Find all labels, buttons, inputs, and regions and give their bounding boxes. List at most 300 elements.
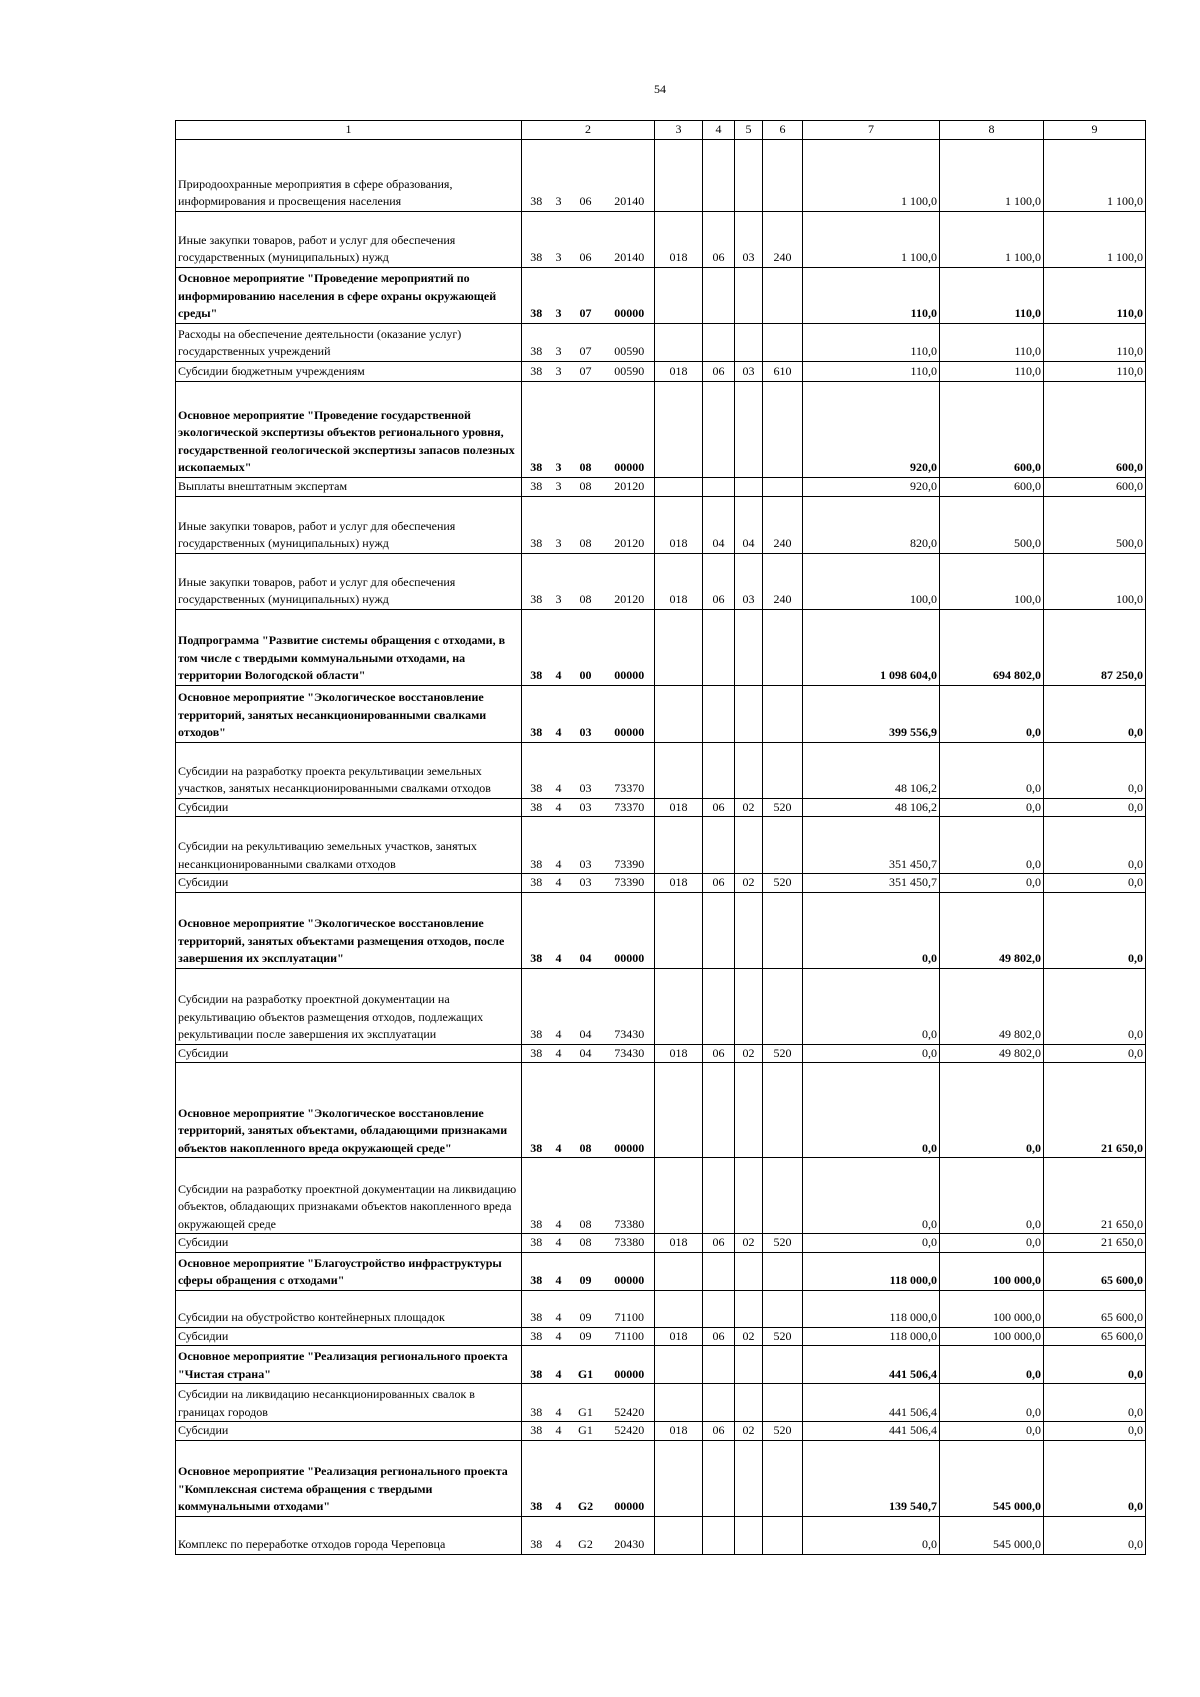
code-part-1: 38: [522, 1044, 551, 1063]
col-5-value: [735, 267, 763, 323]
table-row: [176, 1158, 1146, 1234]
col-3-value: [655, 609, 703, 685]
code-part-4: 00000: [605, 267, 655, 323]
code-part-1: 38: [522, 1252, 551, 1290]
code-part-2: 4: [551, 1290, 567, 1327]
col-5-value: [735, 817, 763, 874]
amount-col-9: 0,0: [1044, 798, 1146, 817]
code-part-2: 4: [551, 609, 567, 685]
code-part-3: 07: [567, 323, 605, 361]
code-part-3: 04: [567, 1044, 605, 1063]
code-part-2: 3: [551, 496, 567, 553]
code-part-4: 00590: [605, 323, 655, 361]
table-row: [176, 1234, 1146, 1253]
col-6-value: 610: [763, 361, 803, 381]
code-part-3: 03: [567, 685, 605, 742]
col-4-value: 06: [703, 1327, 735, 1346]
amount-col-9: 110,0: [1044, 323, 1146, 361]
amount-col-8: 110,0: [940, 267, 1044, 323]
code-part-2: 3: [551, 361, 567, 381]
table-row: [176, 1252, 1146, 1290]
row-name: Субсидии на разработку проекта рекультивации земельных участков, занятых несанкционированными свалками отходов: [176, 742, 522, 798]
code-part-4: 73380: [605, 1158, 655, 1234]
col-5-value: [735, 609, 763, 685]
code-part-1: 38: [522, 798, 551, 817]
row-name: Субсидии: [176, 874, 522, 893]
row-name: Основное мероприятие "Экологическое восстановление территорий, занятых несанкционированными свалками отходов": [176, 685, 522, 742]
col-6-value: 240: [763, 211, 803, 267]
amount-col-7: 100,0: [803, 553, 940, 609]
row-name: Основное мероприятие "Проведение мероприятий по информированию населения в сфере охраны окружающей среды": [176, 267, 522, 323]
col-4-value: 06: [703, 361, 735, 381]
table-row: [176, 553, 1146, 609]
amount-col-9: 1 100,0: [1044, 211, 1146, 267]
code-part-3: G2: [567, 1516, 605, 1554]
table-row: [176, 874, 1146, 893]
code-part-4: 00000: [605, 1440, 655, 1516]
amount-col-9: 110,0: [1044, 361, 1146, 381]
code-part-3: 08: [567, 1234, 605, 1253]
code-part-1: 38: [522, 553, 551, 609]
amount-col-7: 820,0: [803, 496, 940, 553]
col-6-value: [763, 477, 803, 496]
code-part-2: 4: [551, 798, 567, 817]
col-3-value: [655, 323, 703, 361]
code-part-2: 3: [551, 381, 567, 477]
amount-col-7: 118 000,0: [803, 1327, 940, 1346]
amount-col-8: 0,0: [940, 1346, 1044, 1384]
amount-col-9: 65 600,0: [1044, 1327, 1146, 1346]
amount-col-7: 48 106,2: [803, 798, 940, 817]
column-number-header: [176, 121, 1146, 140]
code-part-4: 00000: [605, 381, 655, 477]
code-part-2: 4: [551, 1158, 567, 1234]
col-6-value: 520: [763, 1422, 803, 1441]
col-4-value: [703, 139, 735, 211]
amount-col-8: 1 100,0: [940, 139, 1044, 211]
col-4-value: 06: [703, 211, 735, 267]
amount-col-9: 21 650,0: [1044, 1234, 1146, 1253]
amount-col-8: 0,0: [940, 685, 1044, 742]
amount-col-7: 920,0: [803, 381, 940, 477]
col-3-value: 018: [655, 211, 703, 267]
table-row: [176, 1346, 1146, 1384]
code-part-1: 38: [522, 742, 551, 798]
code-part-2: 4: [551, 1516, 567, 1554]
col-4-value: [703, 1063, 735, 1158]
amount-col-8: 600,0: [940, 381, 1044, 477]
col-3-value: [655, 968, 703, 1044]
amount-col-8: 100 000,0: [940, 1252, 1044, 1290]
amount-col-9: 1 100,0: [1044, 139, 1146, 211]
amount-col-9: 0,0: [1044, 968, 1146, 1044]
code-part-2: 4: [551, 1044, 567, 1063]
code-part-2: 3: [551, 211, 567, 267]
code-part-3: 06: [567, 211, 605, 267]
row-name: Субсидии: [176, 1327, 522, 1346]
code-part-4: 00590: [605, 361, 655, 381]
code-part-4: 20140: [605, 139, 655, 211]
header-col-7: 7: [803, 121, 940, 140]
amount-col-8: 110,0: [940, 361, 1044, 381]
code-part-3: 09: [567, 1327, 605, 1346]
row-name: Основное мероприятие "Благоустройство инфраструктуры сферы обращения с отходами": [176, 1252, 522, 1290]
col-4-value: [703, 968, 735, 1044]
row-name: Подпрограмма "Развитие системы обращения с отходами, в том числе с твердыми коммунальными отходами, на территории Вологодской области": [176, 609, 522, 685]
page-number: 54: [654, 82, 666, 96]
amount-col-7: 0,0: [803, 1063, 940, 1158]
col-5-value: 02: [735, 798, 763, 817]
amount-col-8: 545 000,0: [940, 1516, 1044, 1554]
col-6-value: 520: [763, 798, 803, 817]
amount-col-9: 21 650,0: [1044, 1063, 1146, 1158]
amount-col-8: 545 000,0: [940, 1440, 1044, 1516]
code-part-4: 73390: [605, 874, 655, 893]
row-name: Субсидии: [176, 1044, 522, 1063]
row-name: Расходы на обеспечение деятельности (оказание услуг) государственных учреждений: [176, 323, 522, 361]
table-row: [176, 1044, 1146, 1063]
amount-col-8: 1 100,0: [940, 211, 1044, 267]
table-row: [176, 1440, 1146, 1516]
code-part-1: 38: [522, 381, 551, 477]
amount-col-7: 351 450,7: [803, 817, 940, 874]
col-3-value: 018: [655, 1234, 703, 1253]
amount-col-9: 500,0: [1044, 496, 1146, 553]
table-row: [176, 1422, 1146, 1441]
col-6-value: [763, 1384, 803, 1422]
amount-col-7: 118 000,0: [803, 1252, 940, 1290]
col-5-value: 03: [735, 211, 763, 267]
col-4-value: [703, 1384, 735, 1422]
code-part-1: 38: [522, 968, 551, 1044]
code-part-3: 08: [567, 477, 605, 496]
code-part-3: 03: [567, 742, 605, 798]
col-5-value: 04: [735, 496, 763, 553]
code-part-4: 73390: [605, 817, 655, 874]
amount-col-9: 0,0: [1044, 685, 1146, 742]
code-part-4: 73430: [605, 968, 655, 1044]
col-3-value: 018: [655, 798, 703, 817]
table-row: [176, 381, 1146, 477]
amount-col-7: 110,0: [803, 267, 940, 323]
code-part-4: 00000: [605, 685, 655, 742]
amount-col-7: 0,0: [803, 892, 940, 968]
amount-col-9: 21 650,0: [1044, 1158, 1146, 1234]
code-part-1: 38: [522, 1327, 551, 1346]
amount-col-9: 600,0: [1044, 477, 1146, 496]
col-3-value: [655, 139, 703, 211]
code-part-2: 4: [551, 817, 567, 874]
row-name: Субсидии на рекультивацию земельных участков, занятых несанкционированными свалками отходов: [176, 817, 522, 874]
col-4-value: [703, 609, 735, 685]
table-row: [176, 685, 1146, 742]
col-3-value: 018: [655, 361, 703, 381]
col-5-value: [735, 968, 763, 1044]
code-part-3: 07: [567, 267, 605, 323]
col-4-value: [703, 1346, 735, 1384]
code-part-1: 38: [522, 892, 551, 968]
code-part-4: 00000: [605, 1252, 655, 1290]
code-part-4: 52420: [605, 1422, 655, 1441]
amount-col-8: 0,0: [940, 1158, 1044, 1234]
col-3-value: [655, 267, 703, 323]
code-part-4: 20120: [605, 553, 655, 609]
col-5-value: [735, 685, 763, 742]
row-name: Основное мероприятие "Экологическое восстановление территорий, занятых объектами размещения отходов, после завершения их эксплуатации": [176, 892, 522, 968]
col-6-value: [763, 742, 803, 798]
code-part-3: 08: [567, 381, 605, 477]
col-5-value: [735, 892, 763, 968]
col-6-value: 520: [763, 1234, 803, 1253]
row-name: Природоохранные мероприятия в сфере образования, информирования и просвещения населения: [176, 139, 522, 211]
table-row: [176, 1290, 1146, 1327]
amount-col-8: 49 802,0: [940, 1044, 1044, 1063]
amount-col-7: 118 000,0: [803, 1290, 940, 1327]
code-part-2: 4: [551, 1440, 567, 1516]
table-row: [176, 361, 1146, 381]
col-3-value: [655, 1063, 703, 1158]
code-part-3: 07: [567, 361, 605, 381]
amount-col-7: 1 098 604,0: [803, 609, 940, 685]
col-6-value: [763, 1252, 803, 1290]
code-part-3: 00: [567, 609, 605, 685]
col-5-value: [735, 1346, 763, 1384]
code-part-3: 08: [567, 1063, 605, 1158]
row-name: Субсидии на обустройство контейнерных площадок: [176, 1290, 522, 1327]
code-part-3: 04: [567, 968, 605, 1044]
row-name: Основное мероприятие "Экологическое восстановление территорий, занятых объектами, обладающими признаками объектов накопленного вреда окружающей среде": [176, 1063, 522, 1158]
amount-col-8: 0,0: [940, 817, 1044, 874]
code-part-1: 38: [522, 685, 551, 742]
code-part-1: 38: [522, 1422, 551, 1441]
col-6-value: [763, 892, 803, 968]
row-name: Субсидии на разработку проектной документации на ликвидацию объектов, обладающих признаками объектов накопленного вреда окружающей среде: [176, 1158, 522, 1234]
col-4-value: 06: [703, 1422, 735, 1441]
amount-col-8: 49 802,0: [940, 968, 1044, 1044]
col-6-value: [763, 1290, 803, 1327]
col-3-value: 018: [655, 496, 703, 553]
code-part-4: 20120: [605, 477, 655, 496]
table-row: [176, 1384, 1146, 1422]
code-part-2: 4: [551, 892, 567, 968]
col-6-value: 240: [763, 553, 803, 609]
col-4-value: 06: [703, 1234, 735, 1253]
code-part-3: 08: [567, 496, 605, 553]
code-part-1: 38: [522, 1063, 551, 1158]
code-part-1: 38: [522, 211, 551, 267]
code-part-3: 09: [567, 1252, 605, 1290]
row-name: Субсидии на ликвидацию несанкционированных свалок в границах городов: [176, 1384, 522, 1422]
code-part-1: 38: [522, 361, 551, 381]
col-5-value: [735, 1063, 763, 1158]
code-part-2: 4: [551, 1422, 567, 1441]
amount-col-7: 139 540,7: [803, 1440, 940, 1516]
code-part-3: 08: [567, 1158, 605, 1234]
row-name: Основное мероприятие "Проведение государственной экологической экспертизы объектов регионального уровня, государственной геологической экспертизы запасов полезных ископаемых": [176, 381, 522, 477]
col-3-value: [655, 1346, 703, 1384]
code-part-4: 52420: [605, 1384, 655, 1422]
header-col-3: 3: [655, 121, 703, 140]
amount-col-7: 110,0: [803, 361, 940, 381]
col-6-value: [763, 685, 803, 742]
amount-col-7: 399 556,9: [803, 685, 940, 742]
amount-col-7: 48 106,2: [803, 742, 940, 798]
row-name: Выплаты внештатным экспертам: [176, 477, 522, 496]
code-part-3: 03: [567, 798, 605, 817]
code-part-3: G1: [567, 1346, 605, 1384]
amount-col-9: 0,0: [1044, 1384, 1146, 1422]
table-row: [176, 609, 1146, 685]
col-3-value: [655, 1252, 703, 1290]
col-6-value: [763, 267, 803, 323]
code-part-1: 38: [522, 1384, 551, 1422]
code-part-1: 38: [522, 139, 551, 211]
budget-table: [175, 120, 1146, 1555]
code-part-4: 20430: [605, 1516, 655, 1554]
amount-col-7: 441 506,4: [803, 1346, 940, 1384]
amount-col-7: 110,0: [803, 323, 940, 361]
code-part-2: 3: [551, 477, 567, 496]
amount-col-7: 441 506,4: [803, 1384, 940, 1422]
code-part-2: 4: [551, 685, 567, 742]
amount-col-8: 694 802,0: [940, 609, 1044, 685]
amount-col-8: 49 802,0: [940, 892, 1044, 968]
col-4-value: [703, 742, 735, 798]
header-col-2: 2: [522, 121, 655, 140]
row-name: Основное мероприятие "Реализация регионального проекта "Комплексная система обращения с твердыми коммунальными отходами": [176, 1440, 522, 1516]
col-6-value: [763, 323, 803, 361]
col-6-value: 520: [763, 1327, 803, 1346]
col-5-value: [735, 1158, 763, 1234]
col-4-value: 06: [703, 874, 735, 893]
code-part-4: 71100: [605, 1327, 655, 1346]
amount-col-9: 0,0: [1044, 1044, 1146, 1063]
col-6-value: 520: [763, 874, 803, 893]
amount-col-9: 65 600,0: [1044, 1290, 1146, 1327]
code-part-3: 08: [567, 553, 605, 609]
col-4-value: [703, 1290, 735, 1327]
amount-col-9: 0,0: [1044, 817, 1146, 874]
code-part-4: 71100: [605, 1290, 655, 1327]
col-4-value: [703, 323, 735, 361]
col-6-value: [763, 139, 803, 211]
code-part-3: 09: [567, 1290, 605, 1327]
code-part-1: 38: [522, 1346, 551, 1384]
col-6-value: 240: [763, 496, 803, 553]
table-row: [176, 267, 1146, 323]
row-name: Субсидии: [176, 798, 522, 817]
col-3-value: [655, 1158, 703, 1234]
header-col-4: 4: [703, 121, 735, 140]
col-3-value: [655, 1440, 703, 1516]
code-part-2: 4: [551, 1252, 567, 1290]
col-3-value: 018: [655, 1044, 703, 1063]
amount-col-8: 0,0: [940, 742, 1044, 798]
amount-col-7: 0,0: [803, 1234, 940, 1253]
amount-col-7: 0,0: [803, 1044, 940, 1063]
col-6-value: [763, 1063, 803, 1158]
code-part-2: 3: [551, 267, 567, 323]
code-part-2: 4: [551, 1384, 567, 1422]
table-row: [176, 742, 1146, 798]
amount-col-7: 920,0: [803, 477, 940, 496]
col-6-value: 520: [763, 1044, 803, 1063]
header-col-5: 5: [735, 121, 763, 140]
code-part-3: G1: [567, 1384, 605, 1422]
col-6-value: [763, 609, 803, 685]
col-5-value: [735, 381, 763, 477]
code-part-2: 4: [551, 1346, 567, 1384]
amount-col-7: 0,0: [803, 968, 940, 1044]
amount-col-8: 0,0: [940, 1063, 1044, 1158]
budget-table-body: [176, 139, 1146, 1554]
col-3-value: 018: [655, 1422, 703, 1441]
table-row: [176, 968, 1146, 1044]
code-part-3: G2: [567, 1440, 605, 1516]
col-6-value: [763, 1346, 803, 1384]
code-part-4: 00000: [605, 892, 655, 968]
code-part-2: 3: [551, 553, 567, 609]
row-name: Основное мероприятие "Реализация регионального проекта "Чистая страна": [176, 1346, 522, 1384]
col-4-value: [703, 817, 735, 874]
col-4-value: [703, 381, 735, 477]
amount-col-8: 500,0: [940, 496, 1044, 553]
col-4-value: [703, 1516, 735, 1554]
amount-col-9: 0,0: [1044, 892, 1146, 968]
code-part-1: 38: [522, 817, 551, 874]
code-part-2: 4: [551, 1327, 567, 1346]
code-part-2: 3: [551, 323, 567, 361]
amount-col-8: 100 000,0: [940, 1290, 1044, 1327]
code-part-4: 00000: [605, 609, 655, 685]
col-5-value: 03: [735, 361, 763, 381]
amount-col-9: 65 600,0: [1044, 1252, 1146, 1290]
amount-col-8: 110,0: [940, 323, 1044, 361]
col-3-value: [655, 1290, 703, 1327]
col-4-value: [703, 1158, 735, 1234]
col-4-value: [703, 892, 735, 968]
row-name: Субсидии: [176, 1422, 522, 1441]
code-part-1: 38: [522, 1234, 551, 1253]
col-4-value: 06: [703, 1044, 735, 1063]
col-6-value: [763, 381, 803, 477]
col-6-value: [763, 817, 803, 874]
col-4-value: [703, 1440, 735, 1516]
amount-col-9: 0,0: [1044, 874, 1146, 893]
code-part-2: 4: [551, 1234, 567, 1253]
code-part-1: 38: [522, 874, 551, 893]
col-3-value: [655, 685, 703, 742]
header-col-9: 9: [1044, 121, 1146, 140]
table-row: [176, 211, 1146, 267]
amount-col-8: 100,0: [940, 553, 1044, 609]
amount-col-8: 100 000,0: [940, 1327, 1044, 1346]
amount-col-9: 0,0: [1044, 1440, 1146, 1516]
code-part-4: 73370: [605, 742, 655, 798]
col-5-value: [735, 1384, 763, 1422]
col-4-value: [703, 1252, 735, 1290]
amount-col-9: 110,0: [1044, 267, 1146, 323]
col-3-value: [655, 892, 703, 968]
amount-col-9: 87 250,0: [1044, 609, 1146, 685]
row-name: Комплекс по переработке отходов города Череповца: [176, 1516, 522, 1554]
col-3-value: [655, 817, 703, 874]
amount-col-7: 351 450,7: [803, 874, 940, 893]
code-part-1: 38: [522, 609, 551, 685]
row-name: Субсидии на разработку проектной документации на рекультивацию объектов размещения отходов, подлежащих рекультивации после завершения их эксплуатации: [176, 968, 522, 1044]
col-3-value: [655, 1516, 703, 1554]
col-6-value: [763, 1440, 803, 1516]
